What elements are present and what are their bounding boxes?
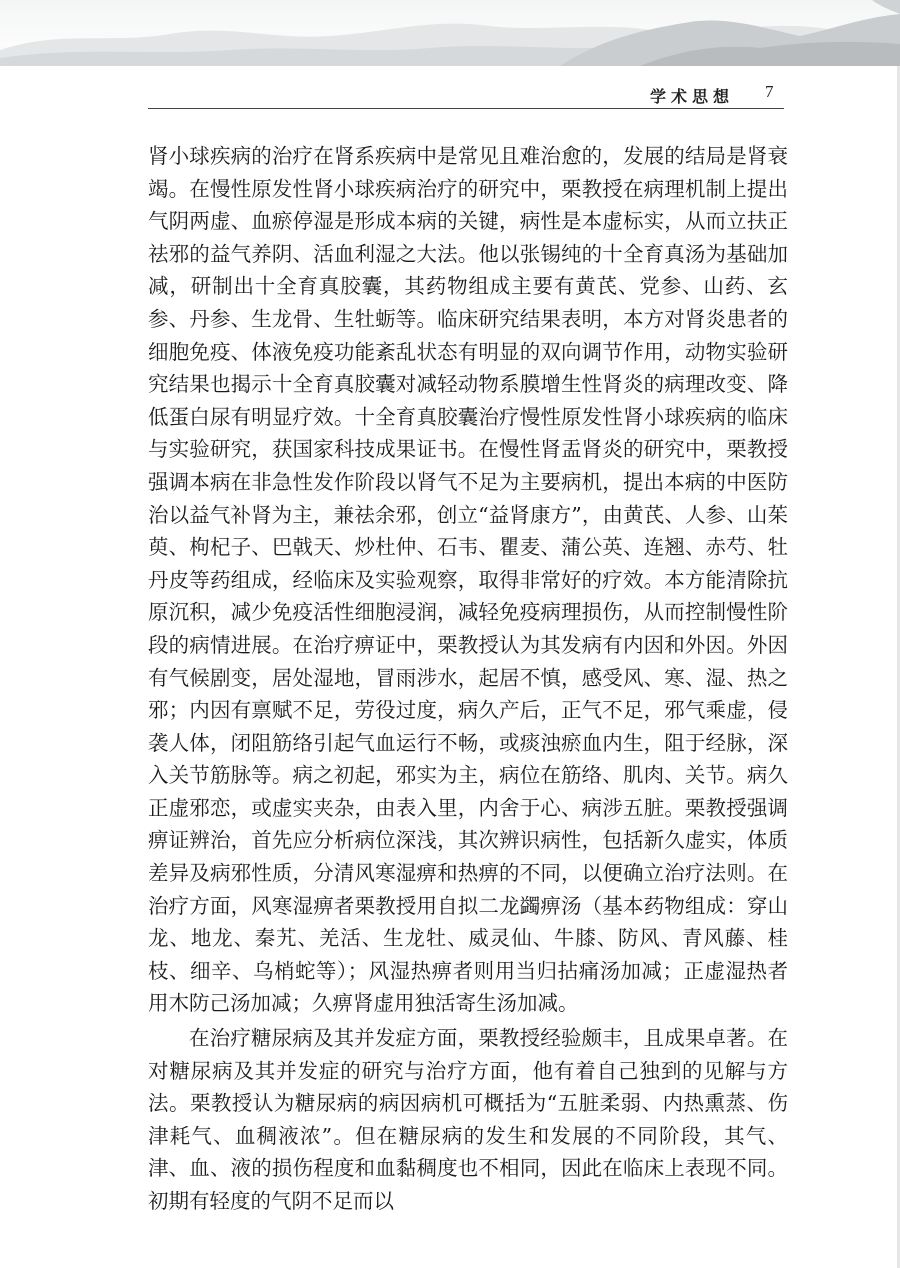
body-text — [148, 140, 788, 1218]
section-title: 学术思想 — [649, 87, 734, 106]
header-rule — [148, 108, 784, 109]
paragraph: 肾小球疾病的治疗在肾系疾病中是常见且难治愈的，发展的结局是肾衰竭。在慢性原发性肾小球疾病治疗的研究中，栗教授在病理机制上提出气阴两虚、血瘀停湿是形成本病的关键，病性是本虚标实，从而立扶正祛邪的益气养阴、活血利湿之大法。他以张锡纯的十全育真汤为基础加减，研制出十全育真胶囊，其药物组成主要有黄芪、党参、山药、玄参、丹参、生龙骨、生牡蛎等。临床研究结果表明，本方对肾炎患者的细胞免疫、体液免疫功能紊乱状态有明显的双向调节作用，动物实验研究结果也揭示十全育真胶囊对减轻动物系膜增生性肾炎的病理改变、降低蛋白尿有明显疗效。十全育真胶囊治疗慢性原发性肾小球疾病的临床与实验研究，获国家科技成果证书。在慢性肾盂肾炎的研究中，栗教授强调本病在非急性发作阶段以肾气不足为主要病机，提出本病的中医防治以益气补肾为主，兼祛余邪，创立“益肾康方”，由黄芪、人参、山茱萸、枸杞子、巴戟天、炒杜仲、石韦、瞿麦、蒲公英、连翘、赤芍、牡丹皮等药组成，经临床及实验观察，取得非常好的疗效。本方能清除抗原沉积，减少免疫活性细胞浸润，减轻免疫病理损伤，从而控制慢性阶段的病情进展。在治疗痹证中，栗教授认为其发病有内因和外因。外因有气候剧变，居处湿地，冒雨涉水，起居不慎，感受风、寒、湿、热之邪；内因有禀赋不足，劳役过度，病久产后，正气不足，邪气乘虚，侵袭人体，闭阻筋络引起气血运行不畅，或痰浊瘀血内生，阻于经脉，深入关节筋脉等。病之初起，邪实为主，病位在筋络、肌肉、关节。病久正虚邪恋，或虚实夹杂，由表入里，内舍于心、病涉五脏。栗教授强调痹证辨治，首先应分析病位深浅，其次辨识病性，包括新久虚实，体质差异及病邪性质，分清风寒湿痹和热痹的不同，以便确立治疗法则。在治疗方面，风寒湿痹者栗教授用自拟二龙蠲痹汤（基本药物组成：穿山龙、地龙、秦艽、羌活、生龙牡、威灵仙、牛膝、防风、青风藤、桂枝、细辛、乌梢蛇等）；风湿热痹者则用当归拈痛汤加减；正虚湿热者用木防己汤加减；久痹肾虚用独活寄生汤加减。 — [148, 144, 788, 1016]
running-header — [0, 0, 900, 112]
paragraph: 在治疗糖尿病及其并发症方面，栗教授经验颇丰，且成果卓著。在对糖尿病及其并发症的研究与治疗方面，他有着自己独到的见解与方法。栗教授认为糖尿病的病因病机可概括为“五脏柔弱、内热熏蒸、伤津耗气、血稠液浓”。但在糖尿病的发生和发展的不同阶段，其气、津、血、液的损伤程度和血黏稠度也不相同，因此在临床上表现不同。初期有轻度的气阴不足而以 — [148, 1026, 788, 1213]
page-number: 7 — [765, 82, 774, 101]
